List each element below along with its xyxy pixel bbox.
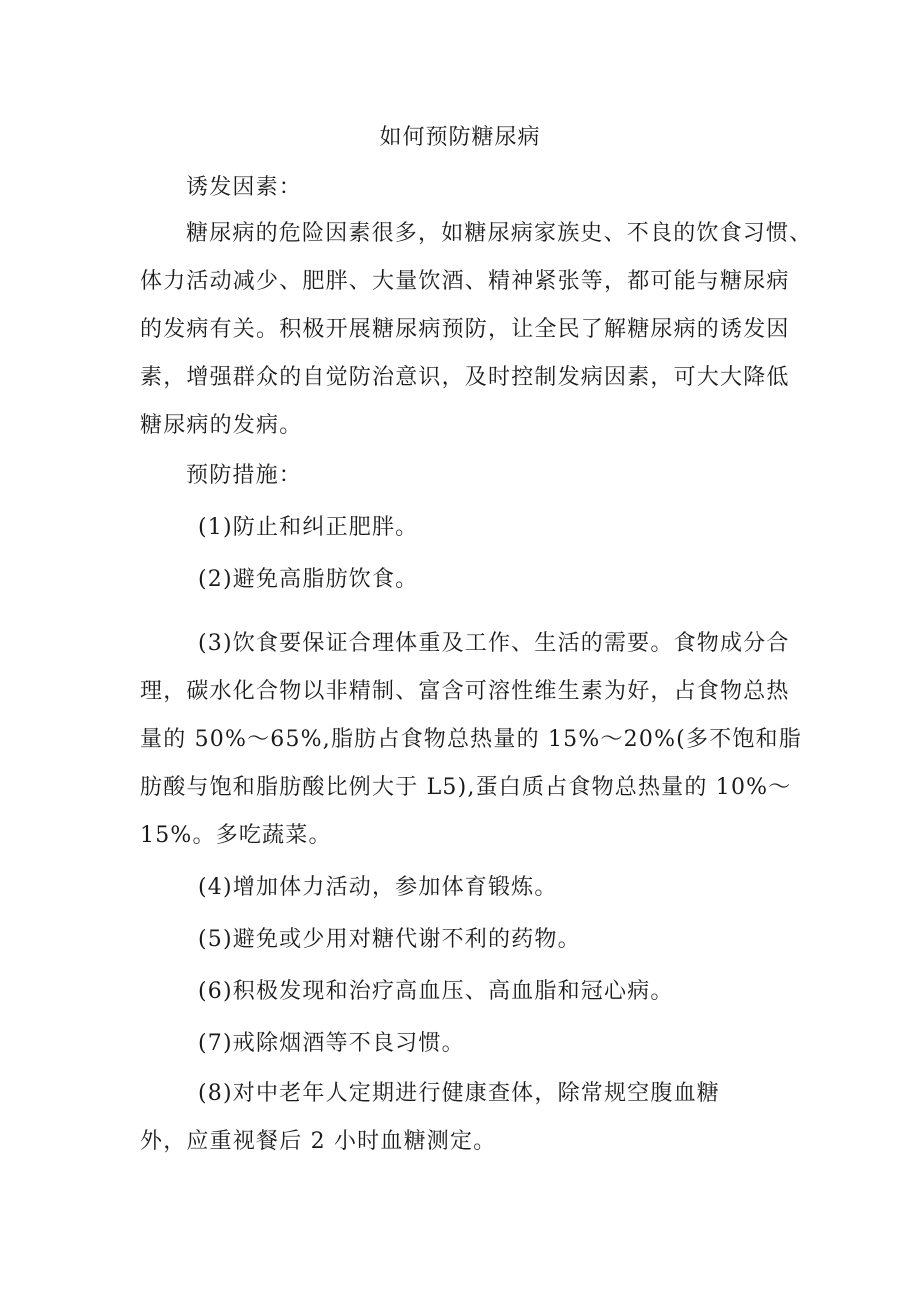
measure-item: (7)戒除烟酒等不良习惯。: [198, 1031, 465, 1056]
measure-item: (4)增加体力活动，参加体育锻炼。: [198, 875, 558, 900]
measure-item-line: 量的 50%～65%,脂肪占食物总热量的 15%～20%(多不饱和脂: [140, 727, 802, 752]
measure-item: (5)避免或少用对糖代谢不利的药物。: [198, 927, 581, 952]
measure-item-line: (8)对中老年人定期进行健康查体，除常规空腹血糖: [198, 1081, 720, 1106]
measure-item: (2)避免高脂肪饮食。: [198, 567, 419, 592]
section-heading-triggers: 诱发因素：: [186, 175, 303, 200]
paragraph-line: 素，增强群众的自觉防治意识，及时控制发病因素，可大大降低: [140, 365, 790, 390]
measure-item-line: 肪酸与饱和脂肪酸比例大于 L5),蛋白质占食物总热量的 10%～: [140, 775, 792, 800]
section-heading-measures: 预防措施：: [186, 463, 303, 488]
document-title: 如何预防糖尿病: [379, 125, 541, 150]
paragraph-line: 糖尿病的发病。: [140, 413, 303, 438]
paragraph-line: 糖尿病的危险因素很多，如糖尿病家族史、不良的饮食习惯、: [186, 221, 813, 246]
measure-item-line: (3)饮食要保证合理体重及工作、生活的需要。食物成分合: [198, 631, 790, 656]
measure-item: (6)积极发现和治疗高血压、高血脂和冠心病。: [198, 979, 674, 1004]
measure-item-line: 外，应重视餐后 2 小时血糖测定。: [140, 1129, 497, 1154]
measure-item: (1)防止和纠正肥胖。: [198, 515, 419, 540]
paragraph-line: 的发病有关。积极开展糖尿病预防，让全民了解糖尿病的诱发因: [140, 317, 790, 342]
measure-item-line: 15%。多吃蔬菜。: [140, 823, 332, 848]
paragraph-line: 体力活动减少、肥胖、大量饮酒、精神紧张等，都可能与糖尿病: [140, 269, 790, 294]
measure-item-line: 理，碳水化合物以非精制、富含可溶性维生素为好，占食物总热: [140, 679, 790, 704]
